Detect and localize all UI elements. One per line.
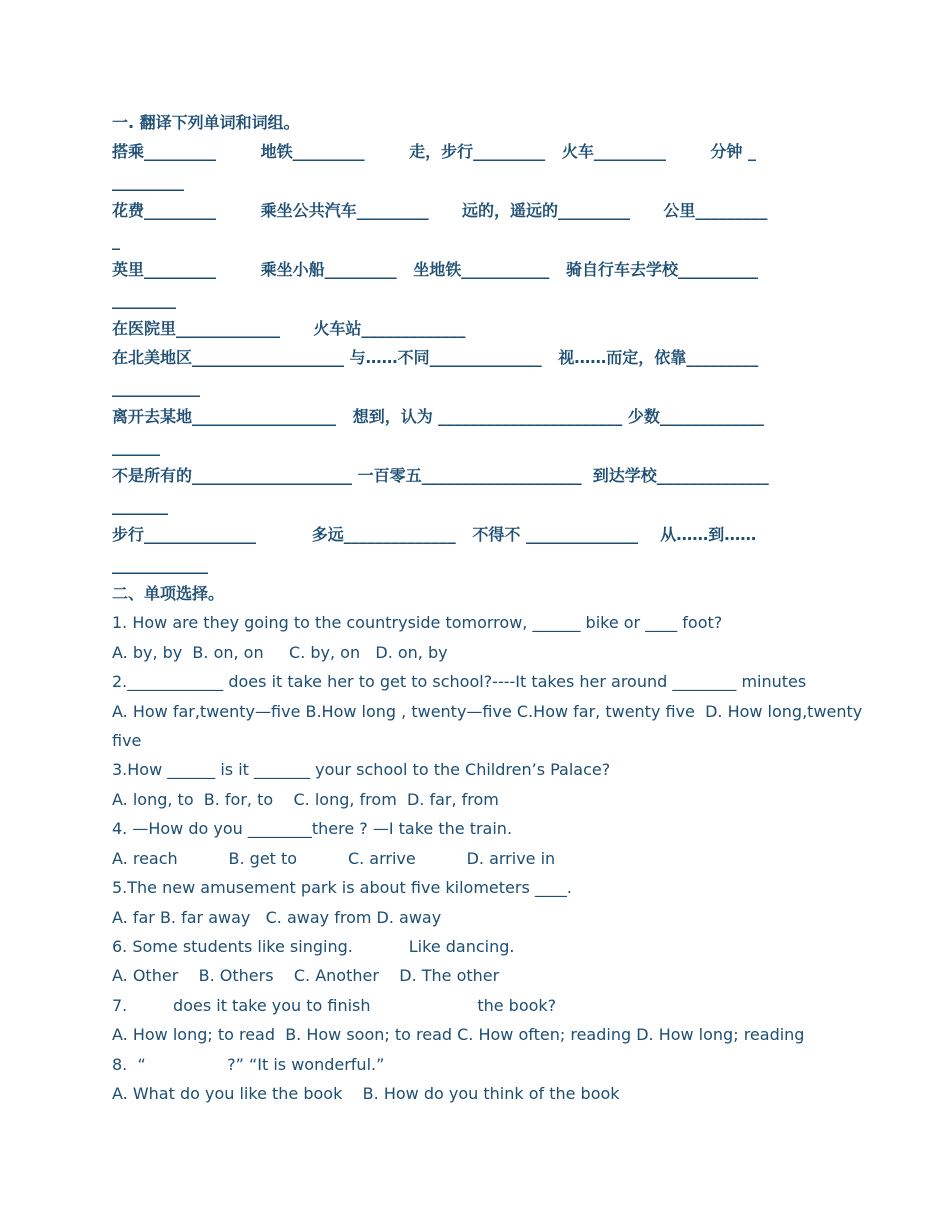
- question-line: 3.How ______ is it _______ your school to the Children’s Palace?: [112, 760, 611, 779]
- vocab-line: ____________: [112, 555, 208, 574]
- vocab-line: ______: [112, 437, 160, 456]
- choice-line: five: [112, 731, 142, 750]
- vocab-line: 离开去某地__________________ 想到，认为 _______________________ 少数_____________: [112, 407, 764, 426]
- vocab-line: 搭乘_________ 地铁_________ 走，步行_________ 火车_________ 分钟 _: [112, 142, 756, 161]
- question-line: 2.____________ does it take her to get to school?----It takes her around ________ minutes: [112, 672, 807, 691]
- vocab-line: 不是所有的____________________ 一百零五____________________ 到达学校______________: [112, 466, 769, 485]
- vocab-line: ___________: [112, 378, 200, 397]
- choice-line: A. How far,twenty—five B.How long , twenty—five C.How far, twenty five D. How long,twenty: [112, 702, 863, 721]
- choice-line: A. What do you like the book B. How do you think of the book: [112, 1084, 620, 1103]
- question-line: 1. How are they going to the countryside tomorrow, ______ bike or ____ foot?: [112, 613, 723, 632]
- vocab-line: 英里_________ 乘坐小船_________ 坐地铁___________ 骑自行车去学校__________: [112, 260, 758, 279]
- vocab-line: 花费_________ 乘坐公共汽车_________ 远的，遥远的_________ 公里_________: [112, 201, 768, 220]
- choice-line: A. reach B. get to C. arrive D. arrive in: [112, 849, 556, 868]
- choice-line: A. Other B. Others C. Another D. The other: [112, 966, 500, 985]
- choice-line: A. far B. far away C. away from D. away: [112, 908, 442, 927]
- vocab-line: ________: [112, 290, 176, 309]
- vocab-line: 在医院里_____________ 火车站_____________: [112, 319, 466, 338]
- vocab-line: 在北美地区___________________ 与……不同______________ 视……而定，依靠_________: [112, 348, 759, 367]
- question-line: 7. does it take you to finish the book?: [112, 996, 557, 1015]
- choice-line: A. long, to B. for, to C. long, from D. far, from: [112, 790, 499, 809]
- question-line: 8. “ ?” “It is wonderful.”: [112, 1055, 385, 1074]
- choice-line: A. by, by B. on, on C. by, on D. on, by: [112, 643, 448, 662]
- vocab-line: 步行______________ 多远______________ 不得不 ______________ 从……到……: [112, 525, 757, 544]
- question-line: 5.The new amusement park is about five kilometers ____.: [112, 878, 572, 897]
- section-1-title: 一. 翻译下列单词和词组。: [112, 113, 300, 132]
- choice-line: A. How long; to read B. How soon; to read C. How often; reading D. How long; reading: [112, 1025, 805, 1044]
- vocab-line: _______: [112, 496, 168, 515]
- section-2-title: 二、单项选择。: [112, 584, 225, 603]
- vocab-line: _________: [112, 172, 184, 191]
- question-line: 4. —How do you ________there ? —I take the train.: [112, 819, 513, 838]
- question-line: 6. Some students like singing. Like dancing.: [112, 937, 515, 956]
- vocab-line: _: [112, 231, 120, 250]
